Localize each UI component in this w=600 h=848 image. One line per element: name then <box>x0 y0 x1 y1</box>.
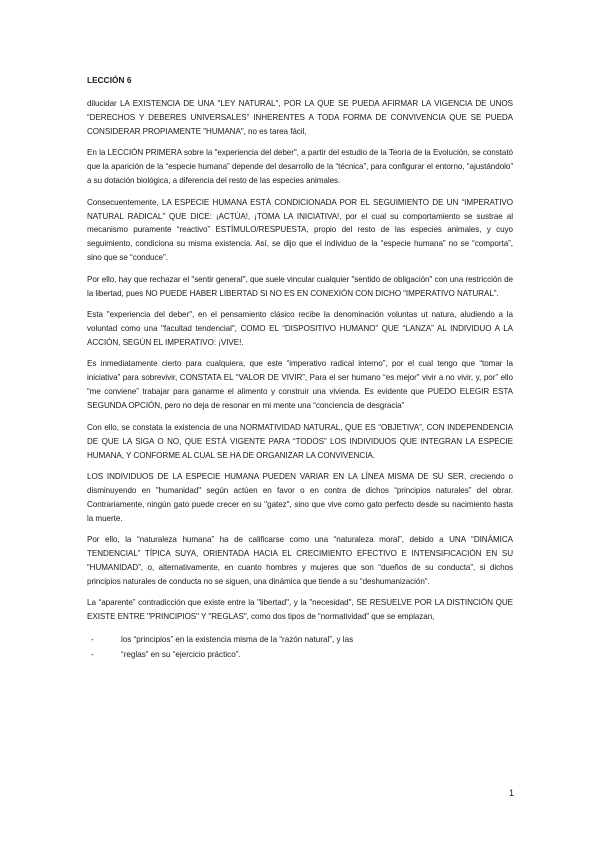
paragraph-2: En la LECCIÓN PRIMERA sobre la "experiencia del deber", a partir del estudio de la Teoría de la Evolución, se constató que la aparición de la “especie humana” depende del desarrollo de la “técnica”, para configurar el entorno, “ajustándolo” a su dotación biológica, a diferencia del resto de las especies animales. <box>87 148 513 186</box>
paragraph-4: Por ello, hay que rechazar el "sentir general", que suele vincular cualquier "sentido de obligación" con una restricción de la libertad, pues NO PUEDE HABER LIBERTAD SI NO ES EN CONEXIÓN CON DICHO “IMPERATIVO NATURAL”. <box>87 274 513 298</box>
paragraph-6: Es inmediatamente cierto para cualquiera, que este “imperativo radical interno”, por el cual tengo que “tomar la iniciativa” para sobrevivir, CONSTATA EL “VALOR DE VIVIR”, Para el ser humano “es mejor” vivir a no vivir, y, por” ello “me conviene” trabajar para ganarme el alimento y construir una vivienda. Es evidente que PUEDO ELEGIR ESTA SEGUNDA OPCIÓN, pero no deja de resonar en mi mente una “conciencia de desgracia” <box>87 359 513 411</box>
paragraph-3: Consecuentemente, LA ESPECIE HUMANA ESTÁ CONDICIONADA POR EL SEGUIMIENTO DE UN “IMPERATIVO NATURAL RADICAL” QUE DICE: ¡ACTÚA!, ¡TOMA LA INICIATIVA!, por el cual su comportamiento se sustrae al mecanismo puramente “reactivo” ESTÍMULO/RESPUESTA, propio del resto de las especies animales, y cuyo seguimiento, condiciona su misma existencia. Así, se dijo que el individuo de la “especie humana” no se “comporta”, sino que se “conduce”. <box>87 197 513 263</box>
page-number: 1 <box>508 788 514 798</box>
list-item <box>87 647 513 662</box>
paragraph-8: LOS INDIVIDUOS DE LA ESPECIE HUMANA PUEDEN VARIAR EN LA LÍNEA MISMA DE SU SER, creciendo o disminuyendo en "humanidad" según actúen en favor o en contra de dichos “principios naturales” del obrar. Contrariamente, ningún gato puede crecer en su "gatez", sino que vive como gato perfecto desde su nacimiento hasta la muerte. <box>87 472 513 523</box>
list-item <box>87 632 513 647</box>
paragraph-9: Por ello, la “naturaleza humana” ha de calificarse como una “naturaleza moral”, debido a UNA “DINÁMICA TENDENCIAL” TÍPICA SUYA, ORIENTADA HACIA EL CRECIMIENTO EFECTIVO E INTENSIFICACIÓN EN SU “HUMANIDAD”, o, alternativamente, en cuanto hombres y mujeres que son “dueños de su conducta”, si dichos principios naturales de conducta no se siguen, una dinámica que tiende a su “deshumanización”. <box>87 535 513 586</box>
list-dash: - <box>91 649 94 659</box>
paragraph-7: Con ello, se constata la existencia de una NORMATIVIDAD NATURAL, QUE ES “OBJETIVA”, CON INDEPENDENCIA DE QUE LA SIGA O NO, QUE ESTÁ VIGENTE PARA “TODOS” LOS INDIVIDUOS QUE INTEGRAN LA ESPECIE HUMANA, Y CONFORME AL CUAL SE HA DE ORGANIZAR LA CONVIVENCIA. <box>87 422 513 460</box>
list-dash: - <box>91 634 94 644</box>
paragraph-1: dilucidar LA EXISTENCIA DE UNA "LEY NATURAL", POR LA QUE SE PUEDA AFIRMAR LA VIGENCIA DE UNOS “DERECHOS Y DEBERES UNIVERSALES” INHERENTES A TODA FORMA DE CONVIVENCIA QUE SE PUEDA CONSIDERAR PROPIAMENTE "HUMANA", no es tarea fácil, <box>87 99 513 136</box>
paragraph-5: Esta "experiencia del deber", en el pensamiento clásico recibe la denominación voluntas ut natura, aludiendo a la voluntad como una "facultad tendencial", COMO EL “DISPOSITIVO HUMANO” QUE “LANZA” AL INDIVIDUO A LA ACCIÓN, SEGÚN EL IMPERATIVO: ¡VIVE!. <box>87 310 513 347</box>
paragraph-10: La “aparente” contradicción que existe entre la "libertad", y la "necesidad", SE RESUELVE POR LA DISTINCIÓN QUE EXISTE ENTRE "PRINCIPIOS" Y "REGLAS", como dos tipos de “normatividad” que se emplazan, <box>87 598 513 622</box>
bullet-list <box>87 632 513 662</box>
list-item-text: “reglas” en su “ejercicio práctico”. <box>121 649 241 659</box>
lesson-title: LECCIÓN 6 <box>87 76 132 85</box>
list-item-text: los “principios” en la existencia misma de la “razón natural”, y las <box>121 634 354 644</box>
